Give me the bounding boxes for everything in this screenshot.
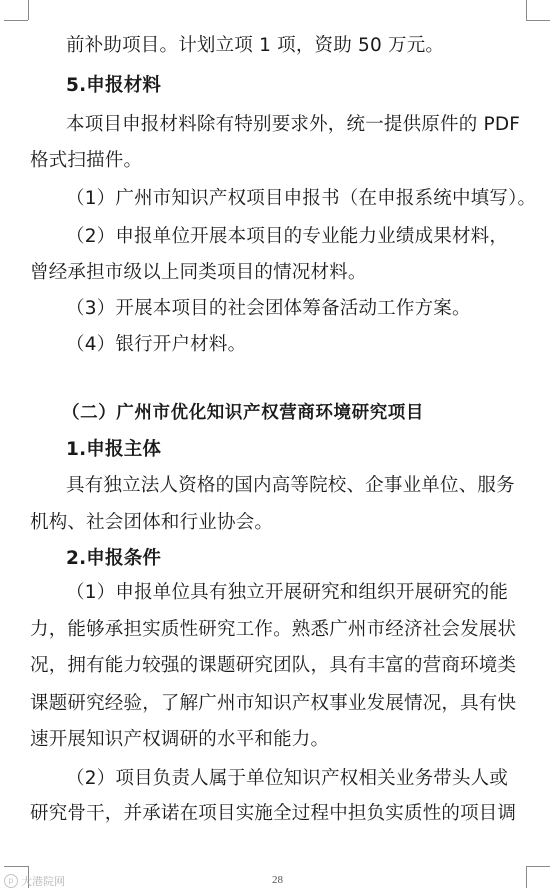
section-heading: 1.申报主体 (66, 439, 162, 460)
list-item: （2）申报单位开展本项目的专业能力业绩成果材料， (66, 226, 509, 247)
watermark-text: 大港院网 (21, 875, 65, 888)
paragraph-line: 格式扫描件。 (30, 150, 143, 171)
paragraph-line: 本项目申报材料除有特别要求外，统一提供原件的 PDF (66, 114, 521, 135)
section-heading: 5.申报材料 (66, 75, 162, 96)
paragraph-line: 力，能够承担实质性研究工作。熟悉广州市经济社会发展状 (30, 619, 517, 640)
paragraph-line: 机构、社会团体和行业协会。 (30, 512, 274, 533)
watermark-logo-icon: p (4, 874, 18, 888)
subsection-title: （二）广州市优化知识产权营商环境研究项目 (62, 403, 424, 423)
paragraph-line: 速开展知识产权调研的水平和能力。 (30, 729, 330, 750)
paragraph-line: 前补助项目。计划立项 1 项，资助 50 万元。 (66, 35, 445, 56)
list-item: （1）广州市知识产权项目申报书（在申报系统中填写）。 (66, 188, 537, 209)
paragraph-line: 曾经承担市级以上同类项目的情况材料。 (30, 262, 367, 283)
paragraph-line: 具有独立法人资格的国内高等院校、企事业单位、服务 (66, 475, 515, 496)
list-item: （2）项目负责人属于单位知识产权相关业务带头人或 (66, 768, 509, 789)
paragraph-line: 况，拥有能力较强的课题研究团队，具有丰富的营商环境类 (30, 655, 517, 676)
list-item: （3）开展本项目的社会团体筹备活动工作方案。 (66, 298, 471, 319)
paragraph-line: 课题研究经验，了解广州市知识产权事业发展情况，具有快 (30, 693, 517, 714)
section-heading: 2.申报条件 (66, 548, 162, 569)
list-item: （4）银行开户材料。 (66, 334, 247, 355)
list-item: （1）申报单位具有独立开展研究和组织开展研究的能 (66, 582, 509, 603)
page-number: 28 (272, 874, 283, 886)
paragraph-line: 研究骨干，并承诺在项目实施全过程中担负实质性的项目调 (30, 803, 517, 824)
